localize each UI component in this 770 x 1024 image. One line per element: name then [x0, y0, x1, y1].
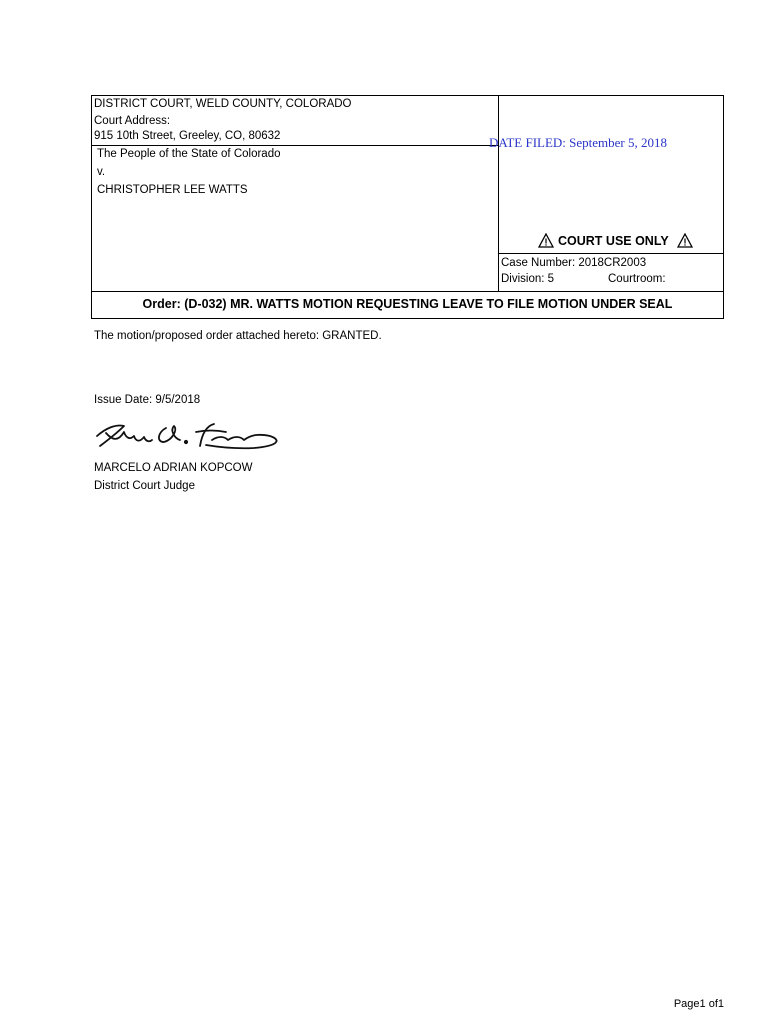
date-filed-stamp: DATE FILED: September 5, 2018	[489, 135, 668, 150]
court-name: DISTRICT COURT, WELD COUNTY, COLORADO	[94, 98, 352, 110]
issue-date: Issue Date: 9/5/2018	[94, 394, 201, 406]
judge-signature	[94, 418, 284, 454]
courtroom: Courtroom:	[608, 273, 666, 285]
court-address-label: Court Address:	[94, 115, 171, 127]
court-use-only-label: COURT USE ONLY	[558, 233, 669, 248]
caption-divider-court-use	[498, 253, 724, 254]
division: Division: 5	[501, 273, 555, 285]
court-address: 915 10th Street, Greeley, CO, 80632	[94, 130, 281, 142]
order-ruling: The motion/proposed order attached hereto: GRANTED.	[94, 330, 382, 342]
court-use-only-banner	[538, 233, 693, 248]
warning-triangle-icon	[677, 233, 693, 248]
judge-title: District Court Judge	[94, 480, 195, 492]
warning-triangle-icon	[538, 233, 554, 248]
case-number: Case Number: 2018CR2003	[501, 257, 647, 269]
caption-divider-vertical	[498, 96, 499, 291]
defendant: CHRISTOPHER LEE WATTS	[97, 184, 248, 196]
versus: v.	[97, 166, 106, 178]
page-number: Page1 of1	[673, 998, 724, 1010]
case-caption-box	[91, 95, 724, 319]
caption-divider-court-parties	[92, 145, 498, 146]
order-title: Order: (D-032) MR. WATTS MOTION REQUESTING LEAVE TO FILE MOTION UNDER SEAL	[142, 297, 673, 311]
caption-divider-title	[92, 291, 723, 292]
plaintiff: The People of the State of Colorado	[97, 148, 281, 160]
judge-name: MARCELO ADRIAN KOPCOW	[94, 462, 253, 474]
